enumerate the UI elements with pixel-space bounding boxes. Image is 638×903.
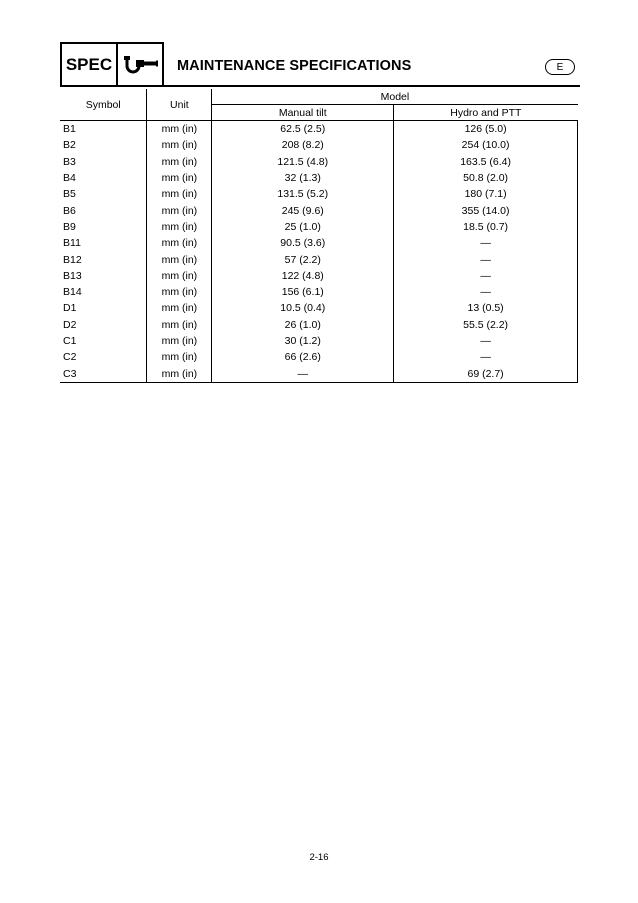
cell-manual: 122 (4.8) bbox=[212, 268, 394, 284]
table-row bbox=[60, 317, 578, 333]
cell-symbol: C2 bbox=[63, 351, 77, 364]
cell-symbol: B12 bbox=[63, 253, 82, 266]
cell-unit: mm (in) bbox=[147, 202, 212, 218]
cell-symbol: B5 bbox=[63, 188, 76, 201]
cell-unit: mm (in) bbox=[147, 235, 212, 251]
cell-manual: 10.5 (0.4) bbox=[212, 300, 394, 316]
cell-symbol: B11 bbox=[63, 237, 81, 250]
table-row bbox=[60, 235, 578, 251]
cell-unit: mm (in) bbox=[147, 219, 212, 235]
header-manual-tilt: Manual tilt bbox=[212, 105, 394, 121]
cell-manual: 208 (8.2) bbox=[212, 137, 394, 153]
cell-unit: mm (in) bbox=[147, 121, 212, 138]
cell-unit: mm (in) bbox=[147, 284, 212, 300]
cell-symbol: D1 bbox=[63, 302, 77, 315]
cell-hydro: — bbox=[394, 268, 578, 284]
table-row bbox=[60, 365, 578, 382]
cell-unit: mm (in) bbox=[147, 251, 212, 267]
header-symbol: Symbol bbox=[60, 89, 147, 121]
table-body bbox=[60, 121, 578, 383]
cell-manual: 90.5 (3.6) bbox=[212, 235, 394, 251]
cell-hydro: 355 (14.0) bbox=[394, 202, 578, 218]
table-row bbox=[60, 284, 578, 300]
cell-symbol: C3 bbox=[60, 365, 147, 382]
spec-box bbox=[60, 42, 164, 87]
cell-hydro: 18.5 (0.7) bbox=[394, 219, 578, 235]
cell-symbol: C1 bbox=[63, 335, 77, 347]
table-row bbox=[60, 268, 578, 284]
table-row bbox=[60, 186, 578, 202]
cell-unit: mm (in) bbox=[147, 349, 212, 365]
table-row bbox=[60, 170, 578, 186]
cell-manual: 57 (2.2) bbox=[212, 251, 394, 267]
cell-manual: 131.5 (5.2) bbox=[212, 186, 394, 202]
cell-symbol: B4 bbox=[63, 172, 76, 185]
cell-manual: 62.5 (2.5) bbox=[212, 121, 394, 138]
cell-unit: mm (in) bbox=[147, 137, 212, 153]
cell-unit: mm (in) bbox=[147, 170, 212, 186]
cell-hydro: — bbox=[394, 235, 578, 251]
cell-hydro: 13 (0.5) bbox=[394, 300, 578, 316]
cell-unit: mm (in) bbox=[147, 317, 212, 333]
table-row bbox=[60, 154, 578, 170]
cell-unit: mm (in) bbox=[147, 268, 212, 284]
specifications-table bbox=[60, 89, 578, 383]
cell-unit: mm (in) bbox=[147, 154, 212, 170]
cell-hydro: 69 (2.7) bbox=[394, 365, 578, 382]
cell-manual: 156 (6.1) bbox=[212, 284, 394, 300]
cell-symbol: B9 bbox=[63, 220, 76, 233]
table-row bbox=[60, 300, 578, 316]
cell-manual: 32 (1.3) bbox=[212, 170, 394, 186]
cell-unit: mm (in) bbox=[147, 333, 212, 349]
table-row bbox=[60, 333, 578, 349]
cell-unit: mm (in) bbox=[147, 186, 212, 202]
table-row bbox=[60, 202, 578, 218]
cell-hydro: 180 (7.1) bbox=[394, 186, 578, 202]
cell-symbol: B2 bbox=[63, 139, 76, 152]
cell-symbol: B6 bbox=[63, 204, 76, 217]
cell-manual: 26 (1.0) bbox=[212, 317, 394, 333]
cell-manual: 30 (1.2) bbox=[212, 333, 394, 349]
table-row bbox=[60, 121, 578, 138]
cell-hydro: 254 (10.0) bbox=[394, 137, 578, 153]
header-model: Model bbox=[212, 89, 578, 105]
language-badge: E bbox=[545, 59, 575, 75]
page-header bbox=[60, 42, 580, 89]
cell-symbol: B13 bbox=[63, 269, 82, 282]
cell-hydro: 126 (5.0) bbox=[394, 121, 578, 138]
cell-manual: 121.5 (4.8) bbox=[212, 154, 394, 170]
page-title: MAINTENANCE SPECIFICATIONS bbox=[177, 58, 412, 74]
header-hydro-ptt: Hydro and PTT bbox=[394, 105, 578, 121]
header-unit: Unit bbox=[147, 89, 212, 121]
cell-manual: 66 (2.6) bbox=[212, 349, 394, 365]
cell-hydro: — bbox=[394, 251, 578, 267]
cell-symbol: D2 bbox=[63, 318, 77, 331]
page-number: 2-16 bbox=[309, 852, 329, 863]
cell-hydro: 163.5 (6.4) bbox=[394, 154, 578, 170]
cell-manual: 25 (1.0) bbox=[212, 219, 394, 235]
table-row bbox=[60, 219, 578, 235]
cell-hydro: 50.8 (2.0) bbox=[394, 170, 578, 186]
cell-unit: mm (in) bbox=[147, 365, 212, 382]
spec-label: SPEC bbox=[62, 44, 118, 85]
cell-unit: mm (in) bbox=[147, 300, 212, 316]
table-row bbox=[60, 349, 578, 365]
table-row bbox=[60, 137, 578, 153]
cell-manual: — bbox=[212, 365, 394, 382]
cell-hydro: — bbox=[394, 284, 578, 300]
cell-manual: 245 (9.6) bbox=[212, 202, 394, 218]
cell-hydro: — bbox=[394, 349, 578, 365]
table-row bbox=[60, 251, 578, 267]
cell-symbol: B3 bbox=[63, 155, 76, 168]
cell-hydro: 55.5 (2.2) bbox=[394, 317, 578, 333]
cell-hydro: — bbox=[394, 333, 578, 349]
cell-symbol: B14 bbox=[63, 286, 82, 299]
cell-symbol: B1 bbox=[63, 123, 76, 136]
header-rule bbox=[164, 85, 580, 87]
micrometer-icon bbox=[118, 44, 162, 85]
